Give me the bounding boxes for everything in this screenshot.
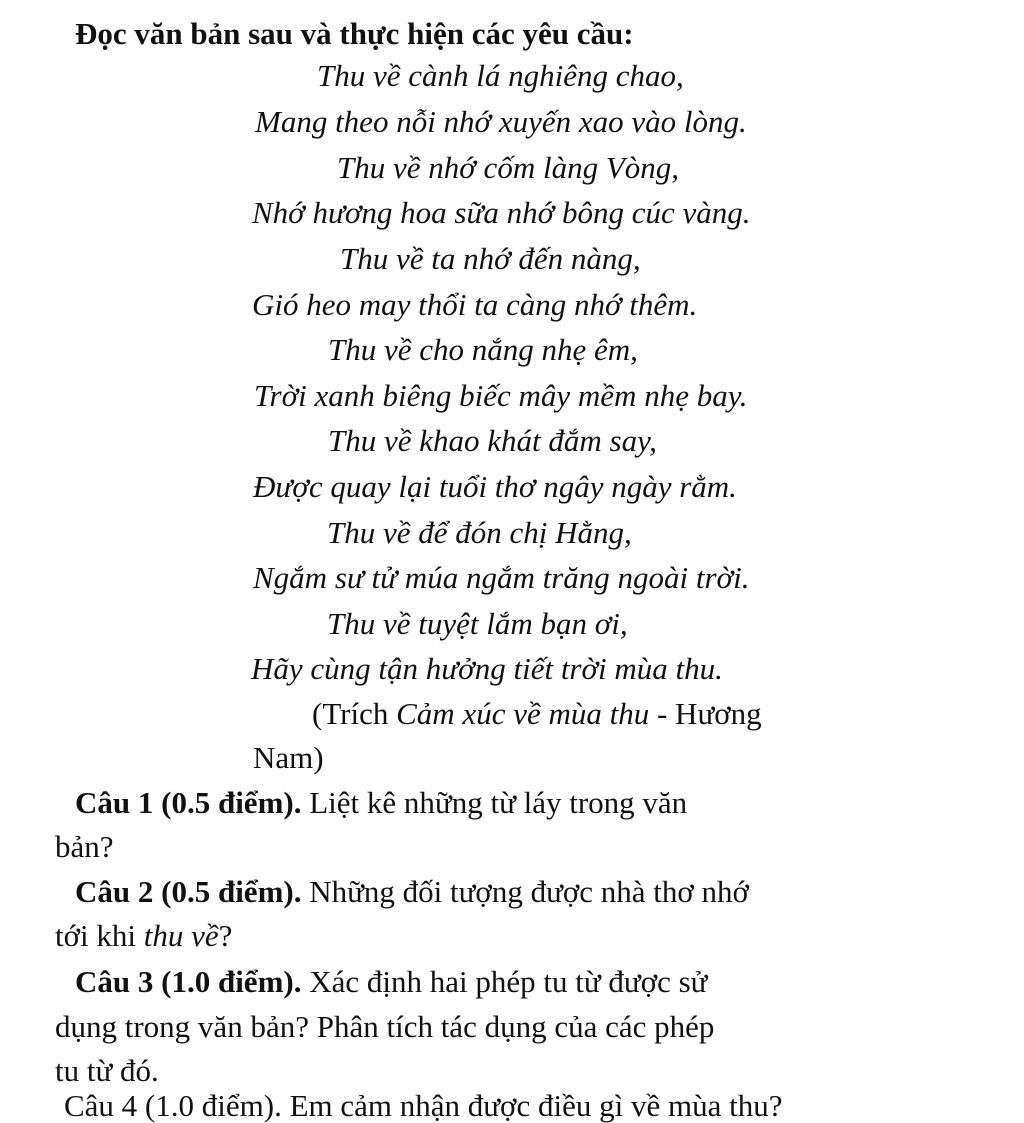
poem-line: Nhớ hương hoa sữa nhớ bông cúc vàng. xyxy=(252,195,751,230)
instruction-heading: Đọc văn bản sau và thực hiện các yêu cầu: xyxy=(75,16,634,51)
question-label: Câu 1 (0.5 điểm). xyxy=(75,785,302,820)
poem-line: Mang theo nỗi nhớ xuyến xao vào lòng. xyxy=(255,104,747,139)
question-3-continued: tu từ đó. xyxy=(55,1053,159,1088)
poem-line: Trời xanh biêng biếc mây mềm nhẹ bay. xyxy=(254,378,748,413)
question-text: ? xyxy=(218,918,233,953)
poem-line: Thu về ta nhớ đến nàng, xyxy=(340,241,641,276)
poem-line: Thu về khao khát đắm say, xyxy=(328,423,657,458)
question-3 xyxy=(75,966,707,997)
poem-line: Thu về cành lá nghiêng chao, xyxy=(317,58,684,93)
citation-prefix: (Trích xyxy=(312,696,397,731)
poem-line: Thu về tuyệt lắm bạn ơi, xyxy=(327,606,628,641)
question-text: Liệt kê những từ láy trong văn xyxy=(301,785,688,820)
question-3-continued: dụng trong văn bản? Phân tích tác dụng của các phép xyxy=(55,1009,715,1044)
question-1 xyxy=(75,787,687,818)
poem-line: Thu về cho nắng nhẹ êm, xyxy=(328,332,638,367)
citation-suffix: - Hương xyxy=(649,696,762,731)
question-text: Xác định hai phép tu từ được sử xyxy=(301,964,708,999)
question-text-italic: thu về xyxy=(143,918,219,953)
question-2 xyxy=(75,876,749,907)
citation xyxy=(312,698,762,729)
question-label: Câu 2 (0.5 điểm). xyxy=(75,874,302,909)
poem-line: Thu về nhớ cốm làng Vòng, xyxy=(337,150,679,185)
cropped-next-line: Câu 4 (1.0 điểm). Em cảm nhận được điều gì về mùa thu? xyxy=(64,1088,783,1123)
question-text: Những đối tượng được nhà thơ nhớ xyxy=(301,874,749,909)
question-2-continued xyxy=(55,920,232,951)
poem-line: Thu về để đón chị Hằng, xyxy=(327,515,632,550)
question-1-continued: bản? xyxy=(55,829,114,864)
citation-title: Cảm xúc về mùa thu xyxy=(396,696,650,731)
poem-line: Hãy cùng tận hưởng tiết trời mùa thu. xyxy=(251,651,723,686)
poem-line: Gió heo may thổi ta càng nhớ thêm. xyxy=(252,287,698,322)
question-label: Câu 3 (1.0 điểm). xyxy=(75,964,302,999)
poem-line: Ngắm sư tử múa ngắm trăng ngoài trời. xyxy=(253,560,750,595)
poem-line: Được quay lại tuổi thơ ngây ngày rằm. xyxy=(253,469,737,504)
citation-author: Nam) xyxy=(253,740,324,775)
question-text: tới khi xyxy=(55,918,144,953)
